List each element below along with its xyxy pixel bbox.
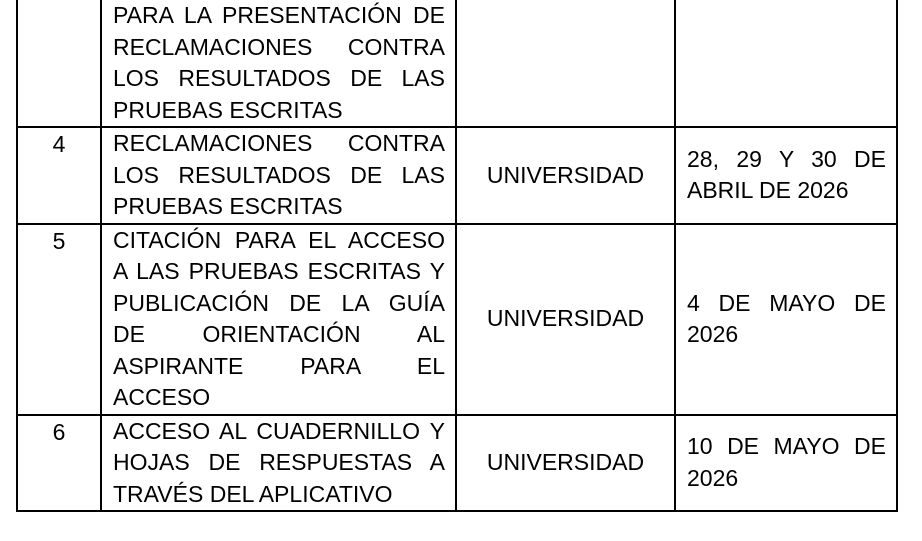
date-line: ABRIL DE 2026 bbox=[687, 177, 849, 204]
row-number: 4 bbox=[52, 131, 66, 157]
responsible-text: UNIVERSIDAD bbox=[486, 161, 645, 188]
activity-cell bbox=[101, 127, 456, 224]
activity-line: TRAVÉS DEL APLICATIVO bbox=[113, 480, 393, 507]
date-cell bbox=[675, 0, 897, 127]
row-number-cell bbox=[17, 224, 101, 415]
activity-line: RECLAMACIONES CONTRA bbox=[113, 130, 445, 156]
activity-line: HOJAS DE RESPUESTAS A bbox=[113, 449, 445, 475]
row-number-cell bbox=[17, 415, 101, 512]
activity-cell bbox=[101, 415, 456, 512]
activity-line: PRUEBAS ESCRITAS bbox=[113, 96, 343, 123]
table-row bbox=[17, 224, 897, 415]
responsible-text: UNIVERSIDAD bbox=[486, 305, 645, 332]
date-line: 2026 bbox=[687, 321, 739, 347]
row-number-cell bbox=[17, 0, 101, 127]
date-cell bbox=[675, 127, 897, 224]
activity-line: LOS RESULTADOS DE LAS bbox=[113, 161, 445, 188]
activity-line: DE ORIENTACIÓN AL bbox=[113, 321, 445, 347]
row-number: 6 bbox=[52, 418, 66, 445]
activity-line: ASPIRANTE PARA EL bbox=[113, 352, 445, 379]
activity-cell bbox=[101, 224, 456, 415]
activity-line: ACCESO bbox=[113, 384, 211, 410]
activity-line: A LAS PRUEBAS ESCRITAS Y bbox=[113, 258, 445, 284]
responsible-text: UNIVERSIDAD bbox=[486, 449, 645, 475]
date-line: 2026 bbox=[687, 464, 739, 491]
date-line: 4 DE MAYO DE bbox=[687, 289, 886, 316]
table-row bbox=[17, 127, 897, 224]
activity-line: RECLAMACIONES CONTRA bbox=[113, 33, 445, 60]
schedule-table bbox=[16, 0, 898, 512]
responsible-cell bbox=[456, 127, 675, 224]
responsible-cell bbox=[456, 0, 675, 127]
date-cell bbox=[675, 415, 897, 512]
table-row bbox=[17, 415, 897, 512]
activity-line: LOS RESULTADOS DE LAS bbox=[113, 65, 445, 91]
activity-line: ACCESO AL CUADERNILLO Y bbox=[113, 417, 445, 444]
table-row bbox=[17, 0, 897, 127]
responsible-cell bbox=[456, 224, 675, 415]
activity-cell bbox=[101, 0, 456, 127]
date-line: 28, 29 Y 30 DE bbox=[687, 145, 886, 172]
activity-line: PUBLICACIÓN DE LA GUÍA bbox=[113, 289, 445, 316]
row-number: 5 bbox=[52, 227, 66, 254]
responsible-cell bbox=[456, 415, 675, 512]
activity-line: PRUEBAS ESCRITAS bbox=[113, 193, 343, 219]
activity-line: CITACIÓN PARA EL ACCESO bbox=[113, 226, 445, 253]
date-line: 10 DE MAYO DE bbox=[687, 433, 886, 460]
date-cell bbox=[675, 224, 897, 415]
activity-line: PARA LA PRESENTACIÓN DE bbox=[113, 2, 445, 28]
row-number-cell bbox=[17, 127, 101, 224]
